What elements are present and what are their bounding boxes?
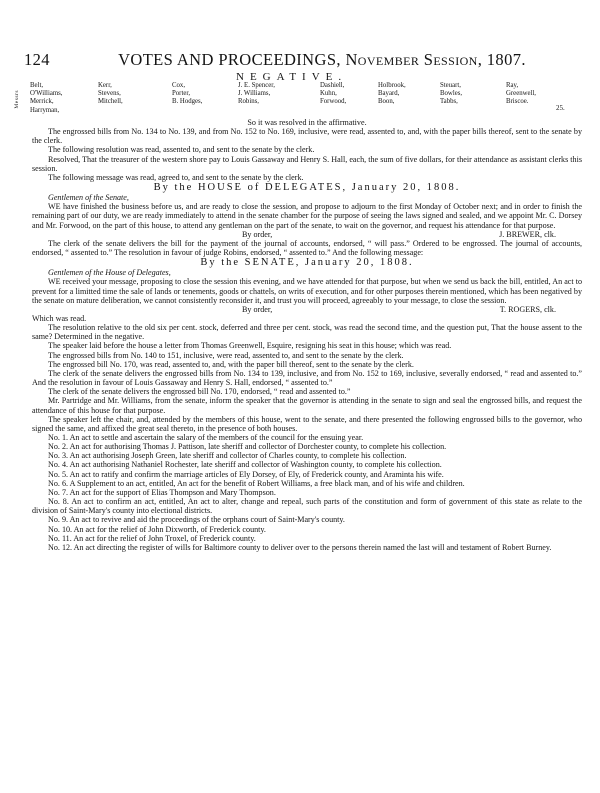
voter-name: J. E. Spencer, <box>238 82 275 89</box>
voter-name: O'Williams, <box>30 90 63 98</box>
voter-name: Robins, <box>238 98 259 106</box>
vote-column <box>238 82 275 107</box>
resolution-text: Resolved, That the treasurer of the western shore pay to Louis Gassaway and Henry S. Hall, each, the sum of five dollars, for their attendance as assistant clerks this session. <box>32 154 582 173</box>
signature-line <box>32 230 582 239</box>
voter-name: Kerr, <box>98 82 112 89</box>
proceedings-body <box>32 118 582 552</box>
paragraph: The clerk of the senate delivers the engrossed bill No. 170, endorsed, “ read and assented to.” <box>48 387 351 397</box>
acts-list <box>32 433 582 552</box>
paragraph: The clerk of the senate delivers the bill for the payment of the journal of accounts, endorsed, “ will pass.” Ordered to be engrossed. The journal of accounts, endorsed, “ assented to.” The resolution in favour of judge Robins, endorsed, “ assented to.” And the following message: <box>32 238 582 258</box>
clerk-signature: J. BREWER, clk. <box>499 229 556 239</box>
act-item: No. 11. An act for the relief of John Troxel, of Frederick county. <box>48 533 256 543</box>
salutation: Gentlemen of the Senate, <box>48 193 129 203</box>
voter-name: Dashiell, <box>320 82 345 89</box>
vote-column <box>506 82 536 107</box>
voter-name: Merrick, <box>30 98 54 106</box>
vote-column <box>172 82 202 107</box>
voter-name: Harryman, <box>30 106 60 114</box>
message-heading-senate: By the SENATE, January 20, 1808. <box>200 257 414 269</box>
act-item: No. 12. An act directing the register of wills for Baltimore county to deliver over to the persons therein named the last will and testament of Robert Burney. <box>48 542 552 552</box>
act-item: No. 3. An act authorising Joseph Green, late sheriff and collector of Charles county, to complete his collection. <box>48 451 407 461</box>
by-order: By order, <box>242 229 273 239</box>
voter-name: Briscoe. <box>506 98 529 106</box>
vote-count: 25. <box>556 104 565 112</box>
paragraph: The engrossed bills from No. 140 to 151, inclusive, were read, assented to, and sent to the senate by the clerk. <box>48 350 404 360</box>
page-title: VOTES AND PROCEEDINGS, November Session, 1807. <box>118 50 526 69</box>
vote-column <box>98 82 123 107</box>
vote-column <box>378 82 406 107</box>
voter-name: Cox, <box>172 82 186 89</box>
voter-name: Tabbs, <box>440 98 458 106</box>
voter-name: Bowles, <box>440 90 463 98</box>
voter-name: Kuhn, <box>320 90 337 98</box>
voter-name: Stevens, <box>98 90 121 98</box>
paragraph: Mr. Partridge and Mr. Williams, from the senate, inform the speaker that the governor is attending in the senate to sign and seal the engrossed bills, and request the attendance of this house for that purpose. <box>32 396 582 415</box>
resolution-result: So it was resolved in the affirmative. <box>247 118 367 127</box>
voter-name: Forwood, <box>320 98 347 106</box>
voter-name: Porter, <box>172 90 191 98</box>
voter-name: Belt, <box>30 82 44 89</box>
voter-name: Boon, <box>378 98 395 106</box>
message-heading-house: By the HOUSE of DELEGATES, January 20, 1808. <box>153 182 461 194</box>
voter-name: J. Williams, <box>238 90 271 98</box>
act-item: No. 5. An act to ratify and confirm the marriage articles of Ely Dorsey, of Ely, of Frederick county, and Araminta his wife. <box>48 469 444 479</box>
act-item: No. 6. A Supplement to an act, entitled, An act for the benefit of Robert Williams, a free black man, and of his wife and children. <box>48 478 465 488</box>
act-item: No. 1. An act to settle and ascertain the salary of the members of the council for the ensuing year. <box>48 433 364 442</box>
paragraph: Which was read. <box>32 313 87 323</box>
paragraph: The clerk of the senate delivers the engrossed bills from No. 134 to 139, inclusive, and from No. 152 to 169, inclusive, severally endorsed, “ read and assented to.” And the resolution in favour of Louis Gassaway and Henry S. Hall, endorsed, “ assented to.” <box>32 368 582 388</box>
page-header <box>24 50 580 70</box>
vote-column <box>30 82 62 115</box>
signature-line <box>32 305 582 314</box>
vote-column <box>440 82 462 107</box>
vote-column <box>320 82 346 107</box>
voter-name: Steuart, <box>440 82 461 89</box>
paragraph: The engrossed bill No. 170, was read, assented to, and, with the paper bill thereof, sent to the senate by the clerk. <box>48 359 414 369</box>
paragraph: The engrossed bills from No. 134 to No. 139, and from No. 152 to No. 169, inclusive, were read, assented to, and, with the paper bills thereof, sent to the senate by the clerk. <box>32 127 582 146</box>
act-item: No. 10. An act for the relief of John Dixworth, of Frederick county. <box>48 524 266 534</box>
act-item: No. 7. An act for the support of Elias Thompson and Mary Thompson. <box>48 487 276 497</box>
page-number: 124 <box>24 50 50 69</box>
act-item: No. 9. An act to revive and aid the proceedings of the orphans court of Saint-Mary's county. <box>48 515 345 525</box>
voter-name: Greenwell, <box>506 90 537 98</box>
paragraph: The speaker left the chair, and, attended by the members of this house, went to the senate, and there presented the following engrossed bills to the governor, who signed the same, and affixed the great seal thereto, in the presence of both houses. <box>32 414 582 433</box>
voter-name: Holbrook, <box>378 82 406 89</box>
message-text: WE received your message, proposing to close the session this evening, and we have attended for that purpose, but when we send us back the bill, entitled, An act to prevent for a limitted time the sale of lands or tenements, goods or chattels, on writs of execution, and for other purposes therein mentioned, which has been negatived by the senate on mature deliberation, we cannot consistently reconsider it, and trust you will proceed, agreeably to your message, to close the session. <box>32 277 582 305</box>
voter-name: Mitchell, <box>98 98 123 106</box>
paragraph: The following resolution was read, assented to, and sent to the senate by the clerk. <box>48 145 315 155</box>
voter-name: Ray, <box>506 82 519 89</box>
paragraph: The following message was read, agreed to, and sent to the senate by the clerk. <box>48 172 304 182</box>
paragraph: The speaker laid before the house a letter from Thomas Greenwell, Esquire, resigning his seat in this house; which was read. <box>48 341 452 351</box>
act-item: No. 2. An act for authorising Thomas J. Pattison, late sheriff and collector of Dorchester county, to complete his collection. <box>48 442 447 452</box>
salutation: Gentlemen of the House of Delegates, <box>48 268 171 278</box>
message-text: WE have finished the business before us, and are ready to close the session, and propose to adjourn to the first Monday of October next; and in order to finish the remaining part of our duty, we are ready immediately to attend in the senate chamber for the purpose of seeing the laws signed and sealed, and we appoint Mr. C. Dorsey and Mr. Forwood, on the part of this house, to attend any gentleman on the part of the senate, to wait on the governor, and request his attendance for that purpose. <box>32 202 582 230</box>
voter-name: B. Hodges, <box>172 98 203 106</box>
voter-name: Bayard, <box>378 90 400 98</box>
act-item: No. 4. An act authorising Nathaniel Rochester, late sheriff and collector of Washington county, to complete his collection. <box>48 460 442 470</box>
vote-label: Messrs <box>14 90 20 109</box>
clerk-signature: T. ROGERS, clk. <box>499 304 556 314</box>
negative-heading: NEGATIVE. <box>236 71 348 83</box>
act-item: No. 8. An act to confirm an act, entitled, An act to alter, change and repeal, such parts of the constitution and form of government of this state as relate to the division of Saint-Mary's county into electional districts. <box>32 497 582 516</box>
paragraph: The resolution relative to the old six per cent. stock, deferred and three per cent. stock, was read the second time, and the question put, That the house assent to the same? Determined in the negative. <box>32 323 582 342</box>
by-order: By order, <box>242 304 273 314</box>
